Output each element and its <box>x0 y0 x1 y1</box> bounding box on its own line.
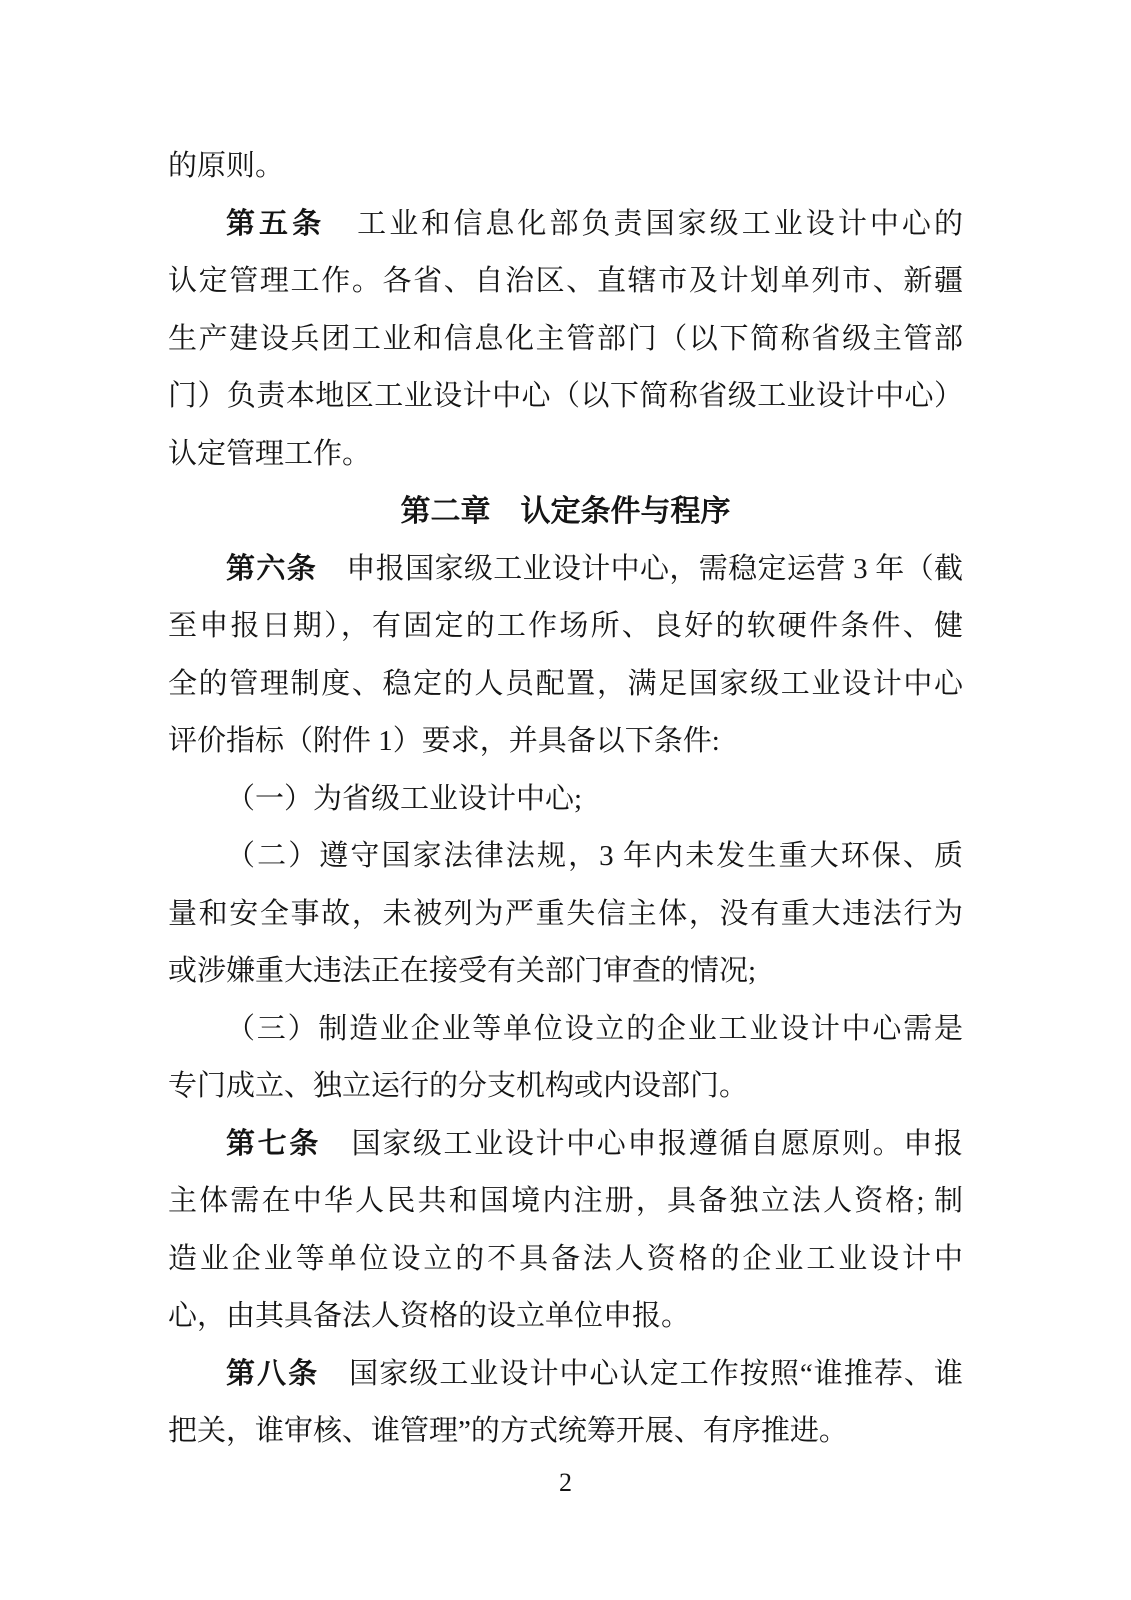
chapter-2-heading <box>168 483 963 541</box>
document-body <box>168 138 963 1461</box>
body-text: （一）为省级工业设计中心; <box>226 782 583 815</box>
body-text: 工业和信息化部负责国家级工业设计中心的 <box>325 207 963 240</box>
article-7-label: 第七条 <box>226 1127 321 1160</box>
body-text: 国家级工业设计中心申报遵循自愿原则。申报 <box>320 1127 963 1160</box>
body-text: 全的管理制度、稳定的人员配置，满足国家级工业设计中心 <box>168 667 963 700</box>
body-text: 生产建设兵团工业和信息化主管部门（以下简称省级主管部 <box>168 322 963 355</box>
article-6-first-line <box>168 541 963 599</box>
chapter-heading-text: 第二章 认定条件与程序 <box>400 495 731 528</box>
article-8-first-line <box>168 1346 963 1404</box>
body-text: 造业企业等单位设立的不具备法人资格的企业工业设计中 <box>168 1242 963 1275</box>
article-7-first-line <box>168 1116 963 1174</box>
body-line <box>168 426 963 484</box>
article-8-label: 第八条 <box>226 1357 320 1390</box>
body-text: 国家级工业设计中心认定工作按照“谁推荐、谁 <box>319 1357 963 1390</box>
body-line <box>168 1173 963 1231</box>
body-text: 认定管理工作。各省、自治区、直辖市及计划单列市、新疆 <box>168 265 963 297</box>
body-line <box>168 713 963 771</box>
body-text: 至申报日期），有固定的工作场所、良好的软硬件条件、健 <box>168 610 963 642</box>
body-text: 或涉嫌重大违法正在接受有关部门审查的情况; <box>168 955 757 987</box>
body-text: 评价指标（附件 1）要求，并具备以下条件: <box>168 725 720 757</box>
body-text: （二）遵守国家法律法规，3 年内未发生重大环保、质 <box>226 840 963 872</box>
body-line <box>168 1231 963 1289</box>
body-text: （三）制造业企业等单位设立的企业工业设计中心需是 <box>226 1012 963 1045</box>
body-text: 心，由其具备法人资格的设立单位申报。 <box>168 1300 691 1332</box>
article-5-label: 第五条 <box>226 207 326 240</box>
body-line <box>168 1058 963 1116</box>
condition-item-2-line <box>168 828 963 886</box>
article-6-label: 第六条 <box>226 552 318 585</box>
body-text: 的原则。 <box>168 150 285 182</box>
body-text: 量和安全事故，未被列为严重失信主体，没有重大违法行为 <box>168 897 963 930</box>
body-line <box>168 886 963 944</box>
body-text: 主体需在中华人民共和国境内注册，具备独立法人资格; 制 <box>168 1185 963 1217</box>
page-number: 2 <box>559 1468 572 1497</box>
body-line <box>168 368 963 426</box>
body-text: 申报国家级工业设计中心，需稳定运营 3 年（截 <box>317 552 963 585</box>
body-line <box>168 311 963 369</box>
body-text: 认定管理工作。 <box>168 437 372 470</box>
body-text: 专门成立、独立运行的分支机构或内设部门。 <box>168 1070 749 1102</box>
body-line <box>168 656 963 714</box>
body-line <box>168 1403 963 1461</box>
body-line <box>168 598 963 656</box>
body-text: 门）负责本地区工业设计中心（以下简称省级工业设计中心） <box>168 380 963 412</box>
body-line <box>168 1288 963 1346</box>
paragraph-continuation-line <box>168 138 963 196</box>
condition-item-1-line <box>168 771 963 829</box>
body-line <box>168 253 963 311</box>
body-line <box>168 943 963 1001</box>
article-5-first-line <box>168 196 963 254</box>
body-text: 把关，谁审核、谁管理”的方式统筹开展、有序推进。 <box>168 1415 848 1447</box>
condition-item-3-line <box>168 1001 963 1059</box>
